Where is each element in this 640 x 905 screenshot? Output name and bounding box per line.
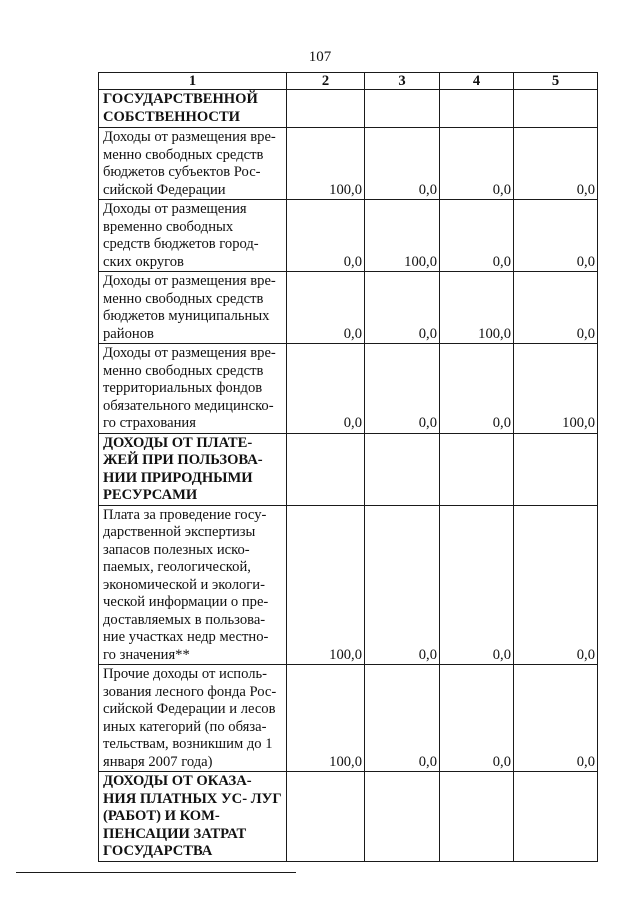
cell-value: 0,0: [365, 272, 440, 344]
cell-value: 100,0: [440, 272, 514, 344]
table-row: [99, 128, 598, 200]
cell-value: 0,0: [365, 344, 440, 434]
cell-value: 0,0: [440, 505, 514, 665]
table-row: [99, 433, 598, 505]
cell-value: [365, 772, 440, 862]
table-row: [99, 772, 598, 862]
table-row: [99, 344, 598, 434]
cell-value: [365, 90, 440, 128]
row-label: ДОХОДЫ ОТ ОКАЗА- НИЯ ПЛАТНЫХ УС- ЛУГ (РАБОТ) И КОМ- ПЕНСАЦИИ ЗАТРАТ ГОСУДАРСТВА: [99, 772, 287, 862]
cell-value: 0,0: [287, 200, 365, 272]
cell-value: [440, 433, 514, 505]
revenue-distribution-table: [98, 72, 598, 862]
table-row: [99, 90, 598, 128]
cell-value: 0,0: [287, 272, 365, 344]
cell-value: 100,0: [514, 344, 598, 434]
cell-value: [514, 433, 598, 505]
footnote-separator: [16, 872, 296, 873]
cell-value: 0,0: [440, 344, 514, 434]
header-col-4: 4: [440, 73, 514, 90]
cell-value: 0,0: [514, 128, 598, 200]
cell-value: [514, 90, 598, 128]
cell-value: 0,0: [514, 505, 598, 665]
row-label: ГОСУДАРСТВЕННОЙ СОБСТВЕННОСТИ: [99, 90, 287, 128]
row-label: Прочие доходы от исполь- зования лесного фонда Рос- сийской Федерации и лесов иных категорий (по обяза- тельствам, возникшим до 1 января 2007 года): [99, 665, 287, 772]
cell-value: 0,0: [514, 665, 598, 772]
cell-value: [440, 90, 514, 128]
row-label: Доходы от размещения вре- менно свободных средств бюджетов муниципальных районов: [99, 272, 287, 344]
table-row: [99, 665, 598, 772]
cell-value: 0,0: [365, 665, 440, 772]
header-col-1: 1: [99, 73, 287, 90]
row-label: Доходы от размещения вре- менно свободных средств территориальных фондов обязательного медицинско- го страхования: [99, 344, 287, 434]
header-row: [99, 73, 598, 90]
page-number: 107: [308, 49, 332, 65]
row-label: Доходы от размещения вре- менно свободных средств бюджетов субъектов Рос- сийской Федерации: [99, 128, 287, 200]
cell-value: 0,0: [287, 344, 365, 434]
table-row: [99, 200, 598, 272]
cell-value: 100,0: [365, 200, 440, 272]
header-col-5: 5: [514, 73, 598, 90]
cell-value: 100,0: [287, 128, 365, 200]
header-col-2: 2: [287, 73, 365, 90]
cell-value: 0,0: [440, 665, 514, 772]
header-col-3: 3: [365, 73, 440, 90]
cell-value: 0,0: [440, 200, 514, 272]
cell-value: 0,0: [514, 272, 598, 344]
row-label: Доходы от размещения временно свободных средств бюджетов город- ских округов: [99, 200, 287, 272]
cell-value: [514, 772, 598, 862]
cell-value: 100,0: [287, 505, 365, 665]
cell-value: 0,0: [365, 128, 440, 200]
row-label: Плата за проведение госу- дарственной экспертизы запасов полезных иско- паемых, геологической, экономической и экологи- ческой информации о пре- доставляемых в пользова- ние участках недр местно- го значения**: [99, 505, 287, 665]
cell-value: [440, 772, 514, 862]
table-row: [99, 272, 598, 344]
table-row: [99, 505, 598, 665]
cell-value: 0,0: [365, 505, 440, 665]
cell-value: [287, 433, 365, 505]
cell-value: 100,0: [287, 665, 365, 772]
cell-value: [365, 433, 440, 505]
cell-value: [287, 772, 365, 862]
cell-value: 0,0: [440, 128, 514, 200]
cell-value: [287, 90, 365, 128]
cell-value: 0,0: [514, 200, 598, 272]
row-label: ДОХОДЫ ОТ ПЛАТЕ- ЖЕЙ ПРИ ПОЛЬЗОВА- НИИ ПРИРОДНЫМИ РЕСУРСАМИ: [99, 433, 287, 505]
